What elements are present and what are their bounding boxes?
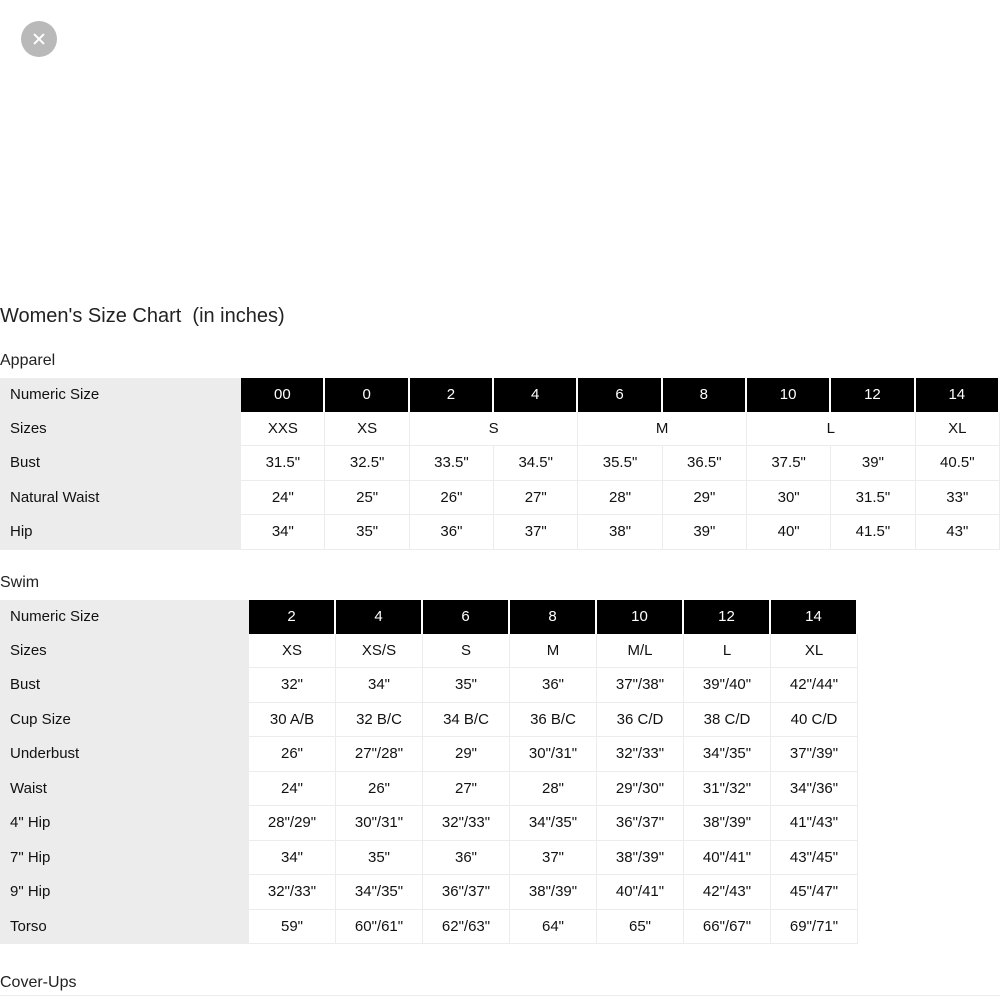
swim-cell: 26" — [336, 772, 423, 807]
swim-row — [0, 668, 858, 703]
apparel-cell: 34" — [241, 515, 325, 550]
apparel-cell: 28" — [578, 481, 662, 516]
swim-row-label: Torso — [0, 910, 249, 945]
swim-cell: 34"/35" — [684, 737, 771, 772]
swim-cell: 38"/39" — [510, 875, 597, 910]
swim-cell: 36"/37" — [423, 875, 510, 910]
swim-cell: 36" — [423, 841, 510, 876]
swim-size-table — [0, 600, 858, 944]
swim-cell: 39"/40" — [684, 668, 771, 703]
swim-cell: 31"/32" — [684, 772, 771, 807]
swim-cell: 43"/45" — [771, 841, 858, 876]
swim-cell: 40"/41" — [597, 875, 684, 910]
swim-cell: 32"/33" — [249, 875, 336, 910]
apparel-cell: 33" — [916, 481, 1000, 516]
swim-cell: 37" — [510, 841, 597, 876]
swim-cell: 29"/30" — [597, 772, 684, 807]
swim-cell: XS/S — [336, 634, 423, 669]
swim-cell: 27"/28" — [336, 737, 423, 772]
swim-cell: 41"/43" — [771, 806, 858, 841]
apparel-column-header: 0 — [325, 378, 409, 412]
swim-row-label: Underbust — [0, 737, 249, 772]
apparel-cell: 40" — [747, 515, 831, 550]
apparel-row-label: Numeric Size — [0, 378, 241, 412]
swim-cell: 30"/31" — [336, 806, 423, 841]
apparel-cell: 30" — [747, 481, 831, 516]
apparel-cell: 24" — [241, 481, 325, 516]
swim-cell: 28"/29" — [249, 806, 336, 841]
swim-column-header: 6 — [423, 600, 510, 634]
apparel-size-table — [0, 378, 1000, 550]
apparel-cell: M — [578, 412, 747, 447]
swim-cell: 36" — [510, 668, 597, 703]
swim-cell: 65" — [597, 910, 684, 945]
swim-row — [0, 875, 858, 910]
apparel-cell: XS — [325, 412, 409, 447]
apparel-row — [0, 412, 1000, 447]
swim-cell: 69"/71" — [771, 910, 858, 945]
apparel-cell: 26" — [410, 481, 494, 516]
swim-row — [0, 703, 858, 738]
apparel-row — [0, 481, 1000, 516]
swim-cell: 59" — [249, 910, 336, 945]
apparel-row — [0, 378, 1000, 412]
swim-cell: 37"/39" — [771, 737, 858, 772]
apparel-cell: 35.5" — [578, 446, 662, 481]
apparel-cell: 27" — [494, 481, 578, 516]
swim-cell: 34"/35" — [336, 875, 423, 910]
apparel-column-header: 10 — [747, 378, 831, 412]
apparel-column-header: 00 — [241, 378, 325, 412]
swim-cell: 40 C/D — [771, 703, 858, 738]
apparel-row-label: Sizes — [0, 412, 241, 447]
apparel-column-header: 8 — [663, 378, 747, 412]
swim-cell: 37"/38" — [597, 668, 684, 703]
swim-cell: 28" — [510, 772, 597, 807]
apparel-cell: 37" — [494, 515, 578, 550]
swim-cell: 30 A/B — [249, 703, 336, 738]
swim-row — [0, 634, 858, 669]
swim-cell: 35" — [336, 841, 423, 876]
swim-row-label: Bust — [0, 668, 249, 703]
swim-cell: 32 B/C — [336, 703, 423, 738]
swim-row — [0, 772, 858, 807]
apparel-cell: 38" — [578, 515, 662, 550]
swim-row-label: 7" Hip — [0, 841, 249, 876]
apparel-cell: 25" — [325, 481, 409, 516]
apparel-cell: XL — [916, 412, 1000, 447]
swim-column-header: 10 — [597, 600, 684, 634]
swim-row-label: Cup Size — [0, 703, 249, 738]
swim-cell: 34 B/C — [423, 703, 510, 738]
swim-cell: 45"/47" — [771, 875, 858, 910]
swim-row — [0, 841, 858, 876]
apparel-section-label: Apparel — [0, 352, 56, 369]
swim-column-header: 4 — [336, 600, 423, 634]
apparel-column-header: 6 — [578, 378, 662, 412]
swim-cell: XS — [249, 634, 336, 669]
apparel-column-header: 14 — [916, 378, 1000, 412]
apparel-cell: 35" — [325, 515, 409, 550]
swim-cell: 30"/31" — [510, 737, 597, 772]
apparel-row-label: Bust — [0, 446, 241, 481]
swim-row — [0, 737, 858, 772]
apparel-cell: 31.5" — [241, 446, 325, 481]
swim-cell: 32"/33" — [597, 737, 684, 772]
swim-row-label: Waist — [0, 772, 249, 807]
swim-row-label: 4" Hip — [0, 806, 249, 841]
apparel-column-header: 2 — [410, 378, 494, 412]
swim-row-label: 9" Hip — [0, 875, 249, 910]
swim-column-header: 14 — [771, 600, 858, 634]
swim-cell: 38"/39" — [597, 841, 684, 876]
swim-cell: 36 B/C — [510, 703, 597, 738]
swim-cell: S — [423, 634, 510, 669]
swim-cell: 38"/39" — [684, 806, 771, 841]
swim-cell: L — [684, 634, 771, 669]
swim-cell: 27" — [423, 772, 510, 807]
swim-column-header: 12 — [684, 600, 771, 634]
swim-cell: 34" — [249, 841, 336, 876]
swim-cell: 34"/36" — [771, 772, 858, 807]
swim-cell: 26" — [249, 737, 336, 772]
swim-cell: 66"/67" — [684, 910, 771, 945]
swim-column-header: 8 — [510, 600, 597, 634]
apparel-cell: 36.5" — [663, 446, 747, 481]
swim-cell: 62"/63" — [423, 910, 510, 945]
swim-cell: 29" — [423, 737, 510, 772]
swim-cell: 34"/35" — [510, 806, 597, 841]
swim-cell: M/L — [597, 634, 684, 669]
apparel-cell: L — [747, 412, 916, 447]
swim-cell: 36"/37" — [597, 806, 684, 841]
cover-ups-divider — [0, 995, 1000, 996]
apparel-row — [0, 446, 1000, 481]
chart-title: Women's Size Chart (in inches) — [0, 305, 285, 327]
swim-row — [0, 806, 858, 841]
swim-cell: 36 C/D — [597, 703, 684, 738]
apparel-column-header: 4 — [494, 378, 578, 412]
apparel-column-header: 12 — [831, 378, 915, 412]
swim-column-header: 2 — [249, 600, 336, 634]
swim-cell: M — [510, 634, 597, 669]
apparel-cell: 39" — [663, 515, 747, 550]
apparel-cell: XXS — [241, 412, 325, 447]
apparel-cell: 37.5" — [747, 446, 831, 481]
apparel-row-label: Natural Waist — [0, 481, 241, 516]
apparel-cell: 41.5" — [831, 515, 915, 550]
swim-cell: XL — [771, 634, 858, 669]
swim-cell: 38 C/D — [684, 703, 771, 738]
close-button[interactable] — [21, 21, 57, 57]
apparel-cell: 34.5" — [494, 446, 578, 481]
cover-ups-section-label: Cover-Ups — [0, 974, 77, 991]
swim-cell: 32"/33" — [423, 806, 510, 841]
swim-cell: 35" — [423, 668, 510, 703]
apparel-row-label: Hip — [0, 515, 241, 550]
swim-row — [0, 600, 858, 634]
apparel-cell: 31.5" — [831, 481, 915, 516]
swim-section-label: Swim — [0, 574, 40, 591]
swim-row — [0, 910, 858, 945]
swim-cell: 64" — [510, 910, 597, 945]
apparel-cell: 29" — [663, 481, 747, 516]
apparel-cell: 32.5" — [325, 446, 409, 481]
swim-row-label: Sizes — [0, 634, 249, 669]
swim-cell: 32" — [249, 668, 336, 703]
swim-cell: 60"/61" — [336, 910, 423, 945]
swim-cell: 40"/41" — [684, 841, 771, 876]
swim-cell: 34" — [336, 668, 423, 703]
apparel-cell: 40.5" — [916, 446, 1000, 481]
apparel-row — [0, 515, 1000, 550]
swim-cell: 42"/43" — [684, 875, 771, 910]
swim-cell: 24" — [249, 772, 336, 807]
swim-cell: 42"/44" — [771, 668, 858, 703]
apparel-cell: 36" — [410, 515, 494, 550]
swim-row-label: Numeric Size — [0, 600, 249, 634]
apparel-cell: 39" — [831, 446, 915, 481]
apparel-cell: 43" — [916, 515, 1000, 550]
apparel-cell: 33.5" — [410, 446, 494, 481]
apparel-cell: S — [410, 412, 579, 447]
